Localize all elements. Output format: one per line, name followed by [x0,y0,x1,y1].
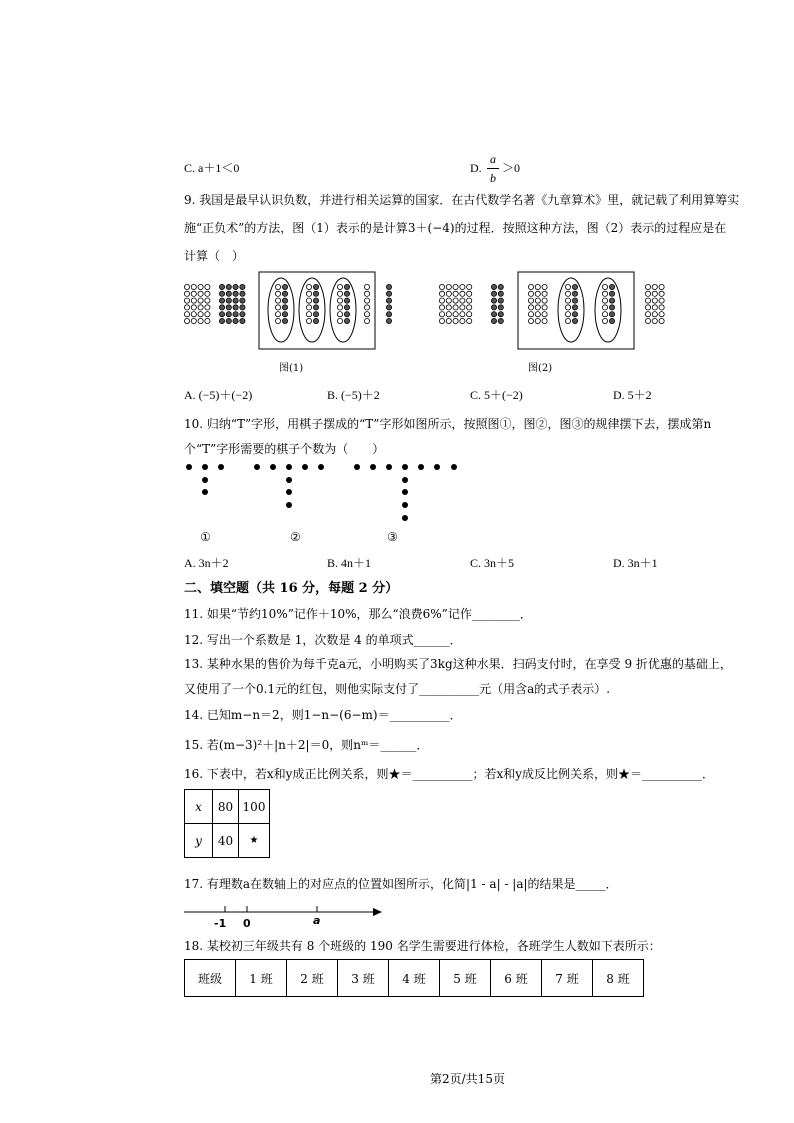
q9-line2: 施“正负术”的方法，图（1）表示的是计算3＋(−4)的过程．按照这种方法，图（2）表示的过程应是在 [184,221,727,235]
table-cell: y [185,824,213,858]
q9-line1: 9. 我国是最早认识负数，并进行相关运算的国家．在古代数学名著《九章算术》里，就记载了利用算筹实 [184,193,740,207]
q10-option-a: A. 3n＋2 [184,556,229,570]
q10-option-b: B. 4n＋1 [327,556,372,570]
q16-text: 16. 下表中，若x和y成正比例关系，则★＝__________；若x和y成反比例关系，则★＝__________． [184,767,714,781]
q11-text: 11. 如果“节约10%”记作＋10%，那么“浪费6%”记作________． [184,607,532,621]
page-footer: 第2页/共15页 [430,1072,505,1086]
table-cell: ★ [239,824,270,858]
q13-line1: 13. 某种水果的售价为每千克a元，小明购买了3kg这种水果．扫码支付时，在享受 9 折优惠的基础上， [184,657,732,671]
axis-label-a: a [313,914,321,927]
table-cell: 5 班 [440,960,491,997]
q18-text: 18. 某校初三年级共有 8 个班级的 190 名学生需要进行体检，各班学生人数如下表所示： [184,939,661,953]
q10-option-d: D. 3n＋1 [613,556,658,570]
table-cell: 80 [213,790,239,824]
q10-option-c: C. 3n＋5 [470,556,515,570]
table-cell: 4 班 [389,960,440,997]
table-cell: 1 班 [236,960,287,997]
q10-line1: 10. 归纳“T”字形，用棋子摆成的“T”字形如图所示，按照图①，图②，图③的规律摆下去，摆成第n [184,417,712,431]
fig2-label: 图(2) [528,363,553,374]
q18-table [184,959,644,997]
fig1-label: 图(1) [279,363,304,374]
q13-line2: 又使用了一个0.1元的红包，则他实际支付了__________元（用含a的式子表示）. [184,682,611,696]
axis-label-zero: 0 [243,917,251,930]
table-cell: 班级 [185,960,236,997]
q8-option-d-prefix: D. [470,161,482,175]
table-cell: 8 班 [593,960,644,997]
q10-label-1: ① [200,530,211,544]
q15-text: 15. 若(m−3)²＋|n＋2|＝0，则nᵐ＝______． [184,738,429,752]
table-cell: 6 班 [491,960,542,997]
table-cell: 7 班 [542,960,593,997]
table-cell: 3 班 [338,960,389,997]
table-cell: 40 [213,824,239,858]
q9-line3: 计算（ ） [184,249,245,263]
table-cell: x [185,790,213,824]
section-title-fill-in: 二、填空题（共 16 分，每题 2 分） [184,581,399,596]
q17-text: 17. 有理数a在数轴上的对应点的位置如图所示，化简|1 - a| - |a|的结果是_____． [184,877,618,891]
q9-option-d: D. 5＋2 [613,388,652,402]
q8-option-c: C. a＋1＜0 [184,161,240,175]
q12-text: 12. 写出一个系数是 1，次数是 4 的单项式______． [184,633,462,647]
q8-option-d-suffix: ＞0 [502,161,521,175]
q9-option-a: A. (−5)＋(−2) [184,388,253,402]
q10-label-2: ② [290,530,301,544]
q9-option-c: C. 5＋(−2) [470,388,523,402]
q14-text: 14. 已知m−n＝2，则1−n−(6−m)＝__________． [184,708,462,722]
table-row [185,960,644,997]
q9-option-b: B. (−5)＋2 [327,388,380,402]
axis-label-minus-one: -1 [214,917,227,930]
table-cell: 2 班 [287,960,338,997]
q8-option-d-numerator: a [490,152,496,166]
table-cell: 100 [239,790,270,824]
q10-label-3: ③ [387,530,398,544]
q10-line2: 个“T”字形需要的棋子个数为（ ） [184,442,385,456]
q8-option-d-denominator: b [490,171,496,185]
